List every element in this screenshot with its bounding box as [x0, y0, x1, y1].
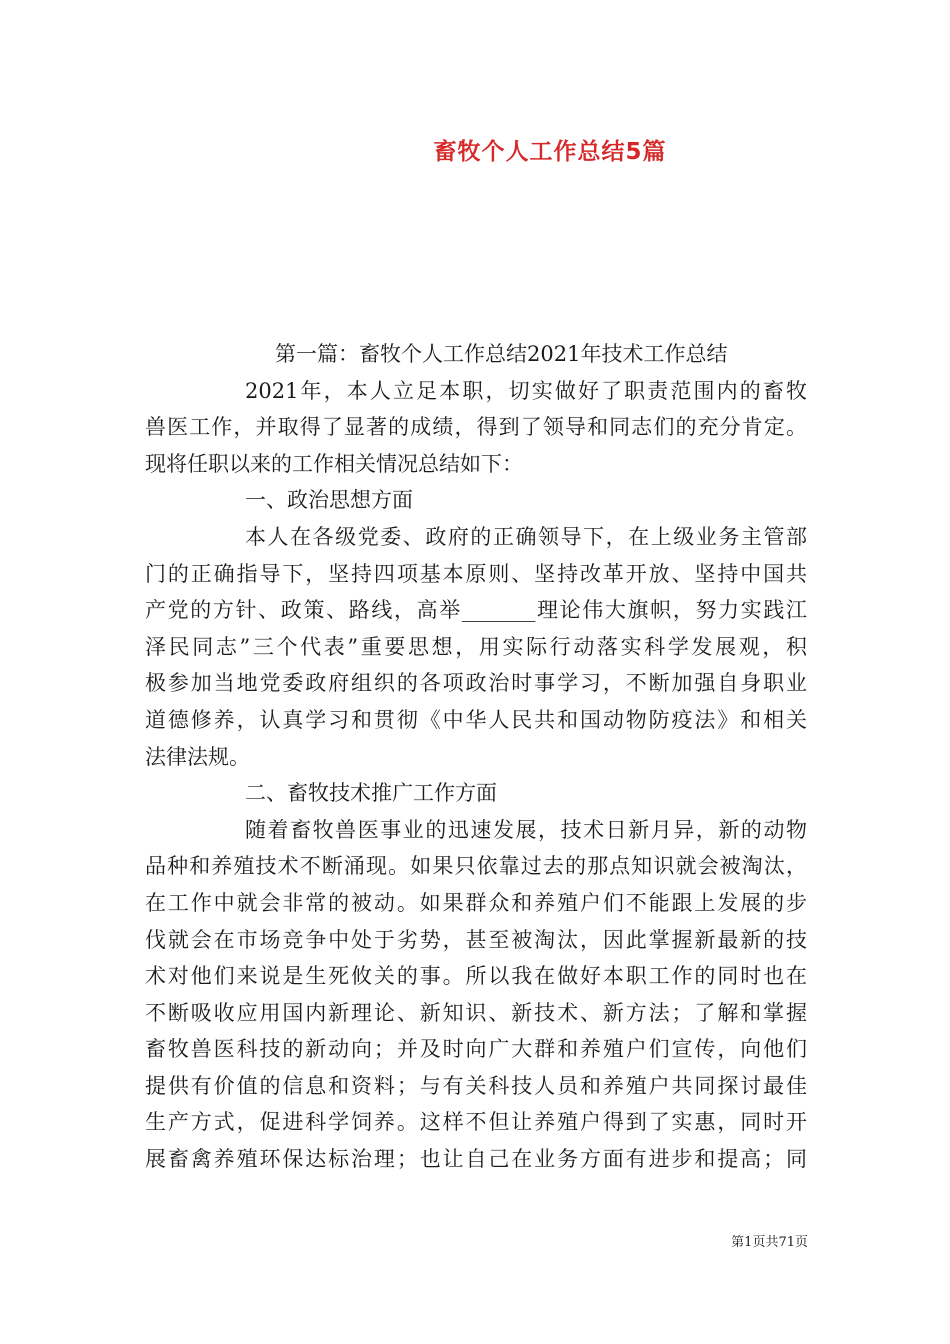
document-body	[145, 336, 807, 1178]
paragraph-line: 展畜禽养殖环保达标治理；也让自己在业务方面有进步和提高；同	[145, 1147, 807, 1172]
paragraph-line: 产党的方针、政策、路线，高举_______理论伟大旗帜，努力实践江	[145, 598, 807, 623]
paragraph-line: 生产方式，促进科学饲养。这样不但让养殖户得到了实惠，同时开	[145, 1110, 807, 1135]
paragraph-line: 随着畜牧兽医事业的迅速发展，技术日新月异，新的动物	[245, 817, 807, 842]
paragraph-line: 2021年，本人立足本职，切实做好了职责范围内的畜牧	[245, 378, 807, 403]
paragraph-line: 极参加当地党委政府组织的各项政治时事学习，不断加强自身职业	[145, 671, 807, 696]
paragraph-line: 门的正确指导下，坚持四项基本原则、坚持改革开放、坚持中国共	[145, 561, 807, 586]
paragraph-line: 现将任职以来的工作相关情况总结如下：	[145, 451, 523, 476]
paragraph-line: 在工作中就会非常的被动。如果群众和养殖户们不能跟上发展的步	[145, 890, 807, 915]
paragraph-line: 道德修养，认真学习和贯彻《中华人民共和国动物防疫法》和相关	[145, 707, 807, 732]
section-heading: 二、畜牧技术推广工作方面	[245, 781, 497, 806]
page-number-footer: 第1页共71页	[731, 1235, 808, 1250]
paragraph-line: 术对他们来说是生死攸关的事。所以我在做好本职工作的同时也在	[145, 964, 807, 989]
paragraph-line: 本人在各级党委、政府的正确领导下，在上级业务主管部	[245, 524, 807, 549]
paragraph-line: 畜牧兽医科技的新动向；并及时向广大群和养殖户们宣传，向他们	[145, 1037, 807, 1062]
paragraph-line: 伐就会在市场竞争中处于劣势，甚至被淘汰，因此掌握新最新的技	[145, 927, 807, 952]
paragraph-line: 品种和养殖技术不断涌现。如果只依靠过去的那点知识就会被淘汰，	[145, 854, 807, 879]
paragraph-line: 不断吸收应用国内新理论、新知识、新技术、新方法；了解和掌握	[145, 1000, 807, 1025]
document-title: 畜牧个人工作总结5篇	[433, 139, 667, 165]
paragraph-line: 法律法规。	[145, 744, 250, 769]
section-subtitle: 第一篇：畜牧个人工作总结2021年技术工作总结	[275, 342, 728, 366]
paragraph-line: 提供有价值的信息和资料；与有关科技人员和养殖户共同探讨最佳	[145, 1073, 807, 1098]
paragraph-line: 泽民同志”三个代表”重要思想，用实际行动落实科学发展观，积	[145, 634, 807, 659]
paragraph-line: 兽医工作，并取得了显著的成绩，得到了领导和同志们的充分肯定。	[145, 415, 807, 440]
section-heading: 一、政治思想方面	[245, 488, 413, 513]
